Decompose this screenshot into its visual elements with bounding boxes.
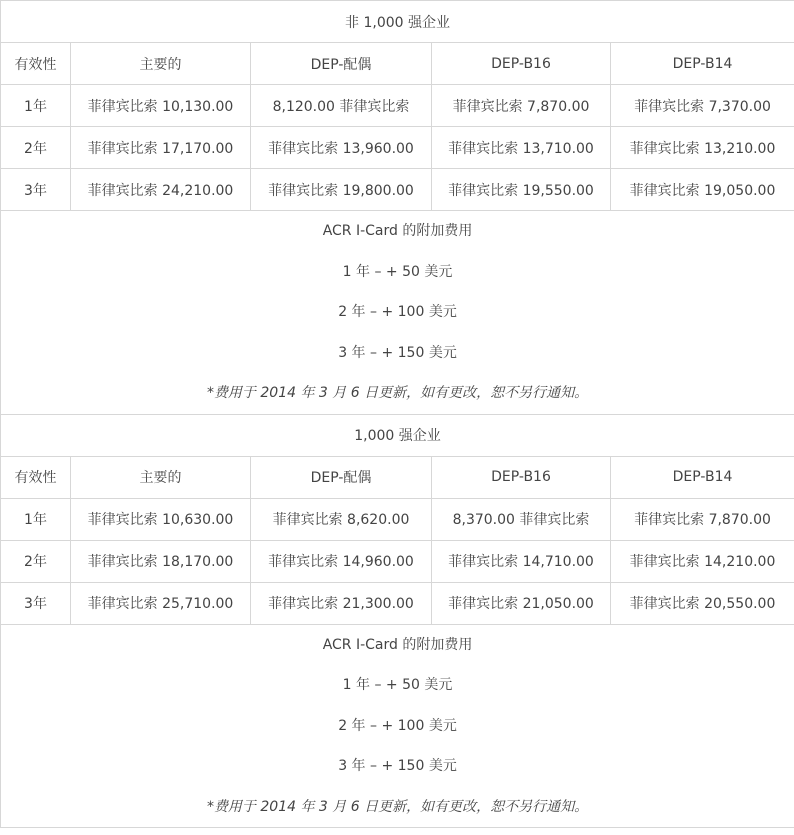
fee-cell: 菲律宾比索 8,620.00 (251, 498, 432, 540)
validity-cell: 2年 (1, 127, 71, 169)
fee-cell: 菲律宾比索 13,710.00 (432, 127, 611, 169)
fee-cell: 菲律宾比索 25,710.00 (71, 582, 251, 624)
fee-cell: 8,370.00 菲律宾比索 (432, 498, 611, 540)
table-row (1, 169, 794, 211)
section-title: 非 1,000 强企业 (1, 1, 794, 43)
note-item: 3 年 – + 150 美元 (338, 758, 457, 774)
fee-cell: 菲律宾比索 19,800.00 (251, 169, 432, 211)
notes-row (1, 624, 794, 828)
validity-cell: 3年 (1, 582, 71, 624)
note-item: 1 年 – + 50 美元 (342, 677, 453, 693)
table-row (1, 498, 794, 540)
validity-cell: 3年 (1, 169, 71, 211)
fee-cell: 菲律宾比索 24,210.00 (71, 169, 251, 211)
header-principal: 主要的 (71, 43, 251, 85)
note-item: 3 年 – + 150 美元 (338, 344, 457, 361)
fee-cell: 菲律宾比索 21,300.00 (251, 582, 432, 624)
table-row (1, 85, 794, 127)
header-dep-b14: DEP-B14 (611, 456, 794, 498)
header-row (1, 456, 794, 498)
header-validity: 有效性 (1, 43, 71, 85)
fee-cell: 菲律宾比索 20,550.00 (611, 582, 794, 624)
notes-row (1, 211, 794, 415)
validity-cell: 1年 (1, 498, 71, 540)
note-item: 2 年 – + 100 美元 (338, 304, 457, 320)
fee-cell: 菲律宾比索 14,210.00 (611, 540, 794, 582)
note-item: 2 年 – + 100 美元 (338, 717, 457, 734)
table-row (1, 582, 794, 624)
fee-cell: 菲律宾比索 13,210.00 (611, 127, 794, 169)
table-row (1, 127, 794, 169)
validity-cell: 2年 (1, 540, 71, 582)
header-validity: 有效性 (1, 456, 71, 498)
fee-cell: 菲律宾比索 21,050.00 (432, 582, 611, 624)
fee-cell: 8,120.00 菲律宾比索 (251, 85, 432, 127)
fee-cell: 菲律宾比索 7,870.00 (432, 85, 611, 127)
notes-cell (1, 624, 794, 828)
notes-cell (1, 211, 794, 415)
note-item: 1 年 – + 50 美元 (342, 263, 453, 280)
header-dep-b16: DEP-B16 (432, 456, 611, 498)
fee-cell: 菲律宾比索 7,370.00 (611, 85, 794, 127)
header-row (1, 43, 794, 85)
footnote: *费用于 2014 年 3 月 6 日更新，如有更改，恕不另行通知。 (206, 385, 589, 401)
section-title: 1,000 强企业 (1, 414, 794, 456)
fee-cell: 菲律宾比索 7,870.00 (611, 498, 794, 540)
fee-cell: 菲律宾比索 10,630.00 (71, 498, 251, 540)
footnote: *费用于 2014 年 3 月 6 日更新，如有更改，恕不另行通知。 (206, 798, 589, 815)
validity-cell: 1年 (1, 85, 71, 127)
header-dep-b16: DEP-B16 (432, 43, 611, 85)
header-principal: 主要的 (71, 456, 251, 498)
section-title-row (1, 414, 794, 456)
fee-cell: 菲律宾比索 19,550.00 (432, 169, 611, 211)
fee-cell: 菲律宾比索 19,050.00 (611, 169, 794, 211)
fee-cell: 菲律宾比索 17,170.00 (71, 127, 251, 169)
fee-cell: 菲律宾比索 13,960.00 (251, 127, 432, 169)
fee-cell: 菲律宾比索 14,710.00 (432, 540, 611, 582)
fee-cell: 菲律宾比索 14,960.00 (251, 540, 432, 582)
fee-cell: 菲律宾比索 18,170.00 (71, 540, 251, 582)
header-dep-spouse: DEP-配偶 (251, 43, 432, 85)
fee-cell: 菲律宾比索 10,130.00 (71, 85, 251, 127)
table-row (1, 540, 794, 582)
section-title-row (1, 1, 794, 43)
notes-heading: ACR I-Card 的附加费用 (322, 636, 473, 653)
header-dep-b14: DEP-B14 (611, 43, 794, 85)
notes-heading: ACR I-Card 的附加费用 (322, 223, 473, 239)
header-dep-spouse: DEP-配偶 (251, 456, 432, 498)
